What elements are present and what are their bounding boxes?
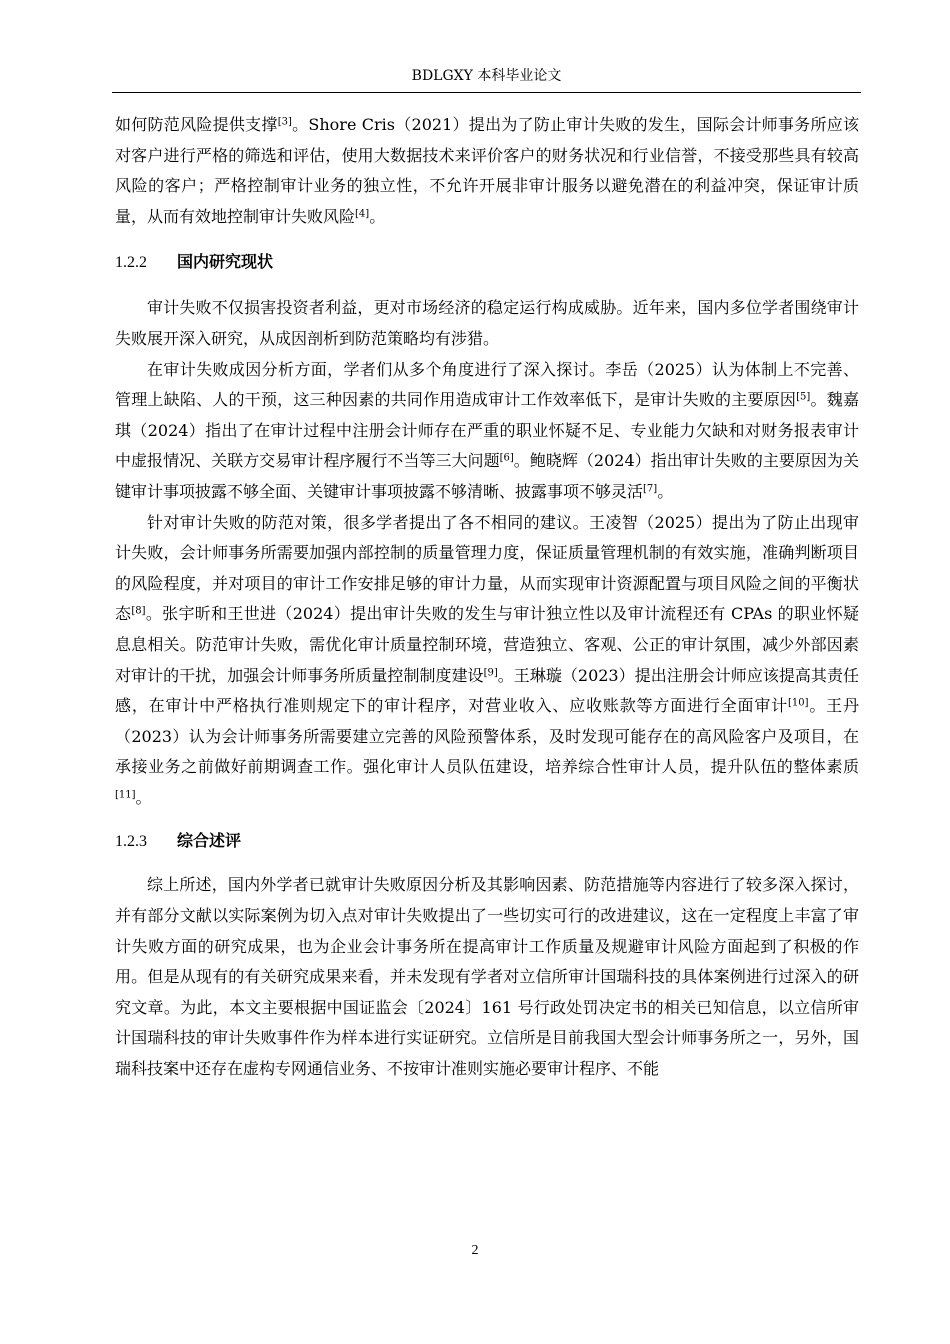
citation[interactable]: [7]: [643, 483, 658, 495]
section-heading: [115, 829, 859, 854]
citation[interactable]: [3]: [277, 116, 292, 128]
citation[interactable]: [6]: [499, 452, 514, 464]
paragraph-text: 如何防范风险提供支撑: [115, 115, 278, 134]
paragraph: [115, 508, 859, 814]
paragraph-text: 。: [369, 206, 386, 226]
paragraph-text: 。Shore Cris（2021）提出为了防止审计失败的发生，国际会计师事务所应该对客户进行严格的筛选和评估，使用大数据技术来评价客户的财务状况和行业信誉，不接受那些具有较高风险的客户；严格控制审计业务的独立性，不允许开展非审计服务以避免潜在的利益冲突，保证审计质量，从而有效地控制审计失败风险: [115, 115, 859, 226]
paragraph-text: 。魏嘉琪（2024）指出了在审计过程中注册会计师存在严重的职业怀疑不足、专业能力欠缺和对财务报表审计中虚报情况、关联方交易审计程序履行不当等三大问题: [115, 390, 859, 471]
paragraph-text: 。王丹（2023）认为会计师事务所需要建立完善的风险预警体系，及时发现可能存在的高风险客户及项目，在承接业务之前做好前期调查工作。强化审计人员队伍建设，培养综合性审计人员，提升队伍的整体素质: [115, 696, 859, 777]
paragraph: [115, 355, 859, 508]
section-title: 综合述评: [177, 831, 242, 851]
citation[interactable]: [10]: [787, 697, 809, 709]
page-body: [115, 110, 859, 1085]
paragraph: [115, 870, 859, 1084]
paragraph-text: 。张宇昕和王世进（2024）提出审计失败的发生与审计独立性以及审计流程还有 CPAs 的职业怀疑息息相关。防范审计失败，需优化审计质量控制环境，营造独立、客观、公正的审计氛围，减少外部因素对审计的干扰，加强会计师事务所质量控制制度建设: [115, 604, 859, 685]
page-number: 2: [471, 1243, 479, 1258]
section-number: 1.2.3: [115, 833, 147, 851]
citation[interactable]: [8]: [131, 605, 146, 617]
paragraph: [115, 293, 859, 354]
paragraph-text: 。: [657, 481, 674, 501]
citation[interactable]: [4]: [355, 208, 370, 220]
citation[interactable]: [5]: [796, 391, 811, 403]
citation[interactable]: [9]: [483, 667, 498, 678]
running-header-title: BDLGXY 本科毕业论文: [411, 68, 562, 84]
paragraph-text: 审计失败不仅损害投资者利益，更对市场经济的稳定运行构成威胁。近年来，国内多位学者围绕审计失败展开深入研究，从成因剖析到防范策略均有涉猎。: [115, 298, 859, 348]
paragraph: [115, 110, 859, 232]
section-heading: [115, 250, 859, 275]
paragraph-text: 。王琳璇（2023）提出注册会计师应该提高其责任感，在审计中严格执行准则规定下的审计程序，对营业收入、应收账款等方面进行全面审计: [115, 665, 859, 716]
paragraph-text: 。: [135, 787, 152, 807]
paragraph-text: 在审计失败成因分析方面，学者们从多个角度进行了深入探讨。李岳（2025）认为体制上不完善、管理上缺陷、人的干预，这三种因素的共同作用造成审计工作效率低下，是审计失败的主要原因: [115, 359, 859, 410]
section-title: 国内研究现状: [177, 252, 274, 272]
citation[interactable]: [11]: [115, 789, 136, 801]
paragraph-text: 。鲍晓辉（2024）指出审计失败的主要原因为关键审计事项披露不够全面、关键审计事项披露不够清晰、披露事项不够灵活: [115, 451, 859, 501]
paragraph-text: 综上所述，国内外学者已就审计失败原因分析及其影响因素、防范措施等内容进行了较多深入探讨，并有部分文献以实际案例为切入点对审计失败提出了一些切实可行的改进建议，这在一定程度上丰富了审计失败方面的研究成果，也为企业会计事务所在提高审计工作质量及规避审计风险方面起到了积极的作用。但是从现有的有关研究成果来看，并未发现有学者对立信所审计国瑞科技的具体案例进行过深入的研究文章。为此，本文主要根据中国证监会〔2024〕161 号行政处罚决定书的相关已知信息，以立信所审计国瑞科技的审计失败事件作为样本进行实证研究。立信所是目前我国大型会计师事务所之一，另外，国瑞科技案中还存在虚构专网通信业务、不按审计准则实施必要审计程序、不能: [115, 875, 859, 1079]
paragraph-text: 针对审计失败的防范对策，很多学者提出了各不相同的建议。王凌智（2025）提出为了防止出现审计失败，会计师事务所需要加强内部控制的质量管理力度，保证质量管理机制的有效实施，准确判断项目的风险程度，并对项目的审计工作安排足够的审计力量，从而实现审计资源配置与项目风险之间的平衡状态: [115, 512, 859, 624]
running-header: [112, 66, 861, 93]
section-number: 1.2.2: [115, 254, 147, 272]
